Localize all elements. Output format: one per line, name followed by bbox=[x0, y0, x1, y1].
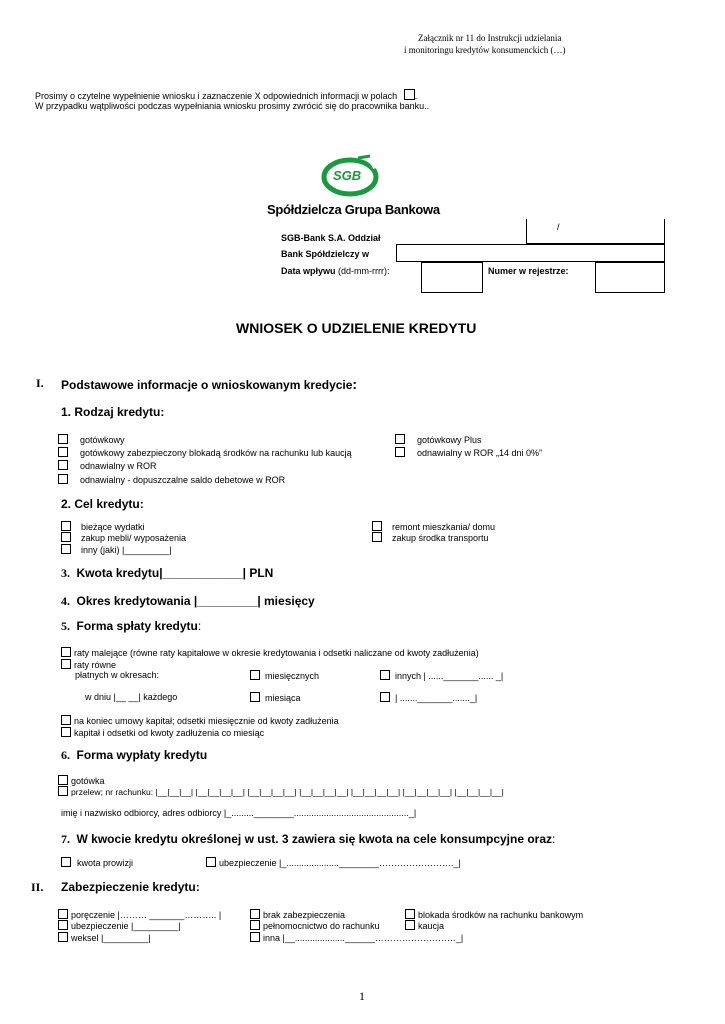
q1-left-0-label: gotówkowy bbox=[80, 435, 125, 445]
s2-col3-0-label: blokada środków na rachunku bankowym bbox=[418, 910, 584, 920]
checkbox-icon[interactable] bbox=[58, 932, 68, 942]
branch-slash: / bbox=[557, 222, 560, 232]
date-label-format: (dd-mm-rrrr): bbox=[335, 266, 390, 276]
q5-other2[interactable] bbox=[380, 692, 477, 703]
q5-title-colon: : bbox=[197, 619, 202, 633]
q2-left-2[interactable] bbox=[61, 544, 172, 555]
s2-col3-1[interactable] bbox=[405, 920, 444, 931]
s2-col1-1[interactable] bbox=[58, 920, 181, 931]
date-label bbox=[281, 266, 390, 276]
register-field[interactable] bbox=[595, 262, 665, 293]
checkbox-icon[interactable] bbox=[58, 447, 68, 457]
q7-title bbox=[61, 832, 555, 847]
checkbox-icon[interactable] bbox=[61, 857, 71, 867]
q5-opt2[interactable] bbox=[61, 659, 116, 670]
s2-col2-1[interactable] bbox=[250, 920, 380, 931]
checkbox-icon[interactable] bbox=[58, 474, 68, 484]
q4-num: 4. bbox=[61, 594, 70, 608]
checkbox-icon[interactable] bbox=[58, 909, 68, 919]
section1-title-text: Podstawowe informacje o wnioskowanym kredycie bbox=[61, 378, 353, 392]
q5-month-label: miesiąca bbox=[265, 693, 301, 703]
q5-other[interactable] bbox=[380, 670, 503, 681]
q1-left-3[interactable] bbox=[58, 474, 285, 485]
q1-left-2-label: odnawialny w ROR bbox=[80, 461, 157, 471]
intro-line1 bbox=[35, 89, 417, 101]
register-label: Numer w rejestrze: bbox=[488, 266, 569, 276]
s2-col1-2-label: weksel |_________| bbox=[71, 933, 151, 943]
s2-col1-2[interactable] bbox=[58, 932, 151, 943]
section2-num: II. bbox=[31, 880, 44, 894]
checkbox-icon[interactable] bbox=[61, 544, 71, 554]
checkbox-icon[interactable] bbox=[58, 434, 68, 444]
q5-num: 5. bbox=[61, 619, 70, 633]
q5-periods-label: płatnych w okresach: bbox=[75, 670, 160, 680]
checkbox-icon[interactable] bbox=[61, 532, 71, 542]
q7-title-colon: : bbox=[552, 832, 556, 846]
checkbox-icon[interactable] bbox=[58, 775, 68, 785]
q2-left-2-label: inny (jaki) |_________| bbox=[81, 545, 172, 555]
q2-left-1-label: zakup mebli/ wyposażenia bbox=[81, 533, 187, 543]
s2-col2-1-label: pełnomocnictwo do rachunku bbox=[263, 921, 380, 931]
checkbox-icon[interactable] bbox=[395, 447, 405, 457]
s2-col1-1-label: ubezpieczenie |_________| bbox=[71, 921, 181, 931]
checkbox-icon[interactable] bbox=[61, 715, 71, 725]
q4-label[interactable]: Okres kredytowania |_________| miesięcy bbox=[76, 594, 315, 608]
section1-title bbox=[61, 376, 357, 392]
attachment-note-line2: i monitoringu kredytów konsumenckich (…) bbox=[404, 45, 566, 55]
checkbox-icon[interactable] bbox=[61, 659, 71, 669]
q6-cash-label: gotówka bbox=[71, 776, 105, 786]
q2-right-1-label: zakup środka transportu bbox=[392, 533, 489, 543]
q7-title-text: W kwocie kredytu określonej w ust. 3 zawiera się kwota na cele konsumpcyjne oraz bbox=[76, 832, 553, 846]
q5-title-text: Forma spłaty kredytu bbox=[76, 619, 198, 633]
q5-monthly[interactable] bbox=[250, 670, 319, 681]
s2-col3-1-label: kaucja bbox=[418, 921, 445, 931]
checkbox-icon[interactable] bbox=[61, 727, 71, 737]
s2-col1-0-label: poręczenie |……… _______……….. | bbox=[71, 910, 222, 920]
q5-opt1-label: raty malejące (równe raty kapitałowe w okresie kredytowania i odsetki naliczane od kwoty zadłużenia) bbox=[74, 648, 479, 658]
q6-title-text: Forma wypłaty kredytu bbox=[76, 748, 208, 762]
q5-opt2-label: raty równe bbox=[74, 660, 117, 670]
q1-left-2[interactable] bbox=[58, 460, 157, 471]
coop-bank-field[interactable] bbox=[396, 244, 665, 262]
q7-fee-label: kwota prowizji bbox=[77, 858, 134, 868]
q5-other2-label: | ......._______......._| bbox=[395, 693, 478, 703]
checkbox-icon[interactable] bbox=[58, 920, 68, 930]
checkbox-icon[interactable] bbox=[372, 521, 382, 531]
sgb-logo-text: SGB bbox=[333, 168, 362, 183]
q1-left-1[interactable] bbox=[58, 447, 352, 458]
q4[interactable] bbox=[61, 594, 315, 609]
s2-col1-0[interactable] bbox=[58, 909, 221, 920]
checkbox-icon[interactable] bbox=[250, 920, 260, 930]
q5-monthly-label: miesięcznych bbox=[265, 671, 320, 681]
section2-title: Zabezpieczenie kredytu: bbox=[61, 880, 200, 894]
page-number: 1 bbox=[359, 989, 365, 1003]
checkbox-icon[interactable] bbox=[380, 670, 390, 680]
q6-transfer-label: przelew; nr rachunku: |__|__|__| |__|__|__|__| |__|__|__|__| |__|__|__|__| |__|__|__|__| |__|__|__|__| |__|__|__|__| bbox=[71, 787, 504, 797]
q7-insurance-label: ubezpieczenie |_.....................________……………………._| bbox=[219, 858, 461, 868]
s2-col2-2-label: inna |__....................______………………………_| bbox=[263, 933, 464, 943]
section1-title-colon: : bbox=[352, 376, 358, 392]
checkbox-icon[interactable] bbox=[61, 521, 71, 531]
s2-col2-0[interactable] bbox=[250, 909, 345, 920]
q7-insurance[interactable] bbox=[206, 857, 461, 868]
q7-num: 7. bbox=[61, 832, 70, 846]
coop-bank-label: Bank Spółdzielczy w bbox=[281, 249, 370, 259]
checkbox-icon[interactable] bbox=[250, 932, 260, 942]
q1-title: 1. Rodzaj kredytu: bbox=[61, 405, 165, 419]
checkbox-icon[interactable] bbox=[206, 857, 216, 867]
checkbox-icon[interactable] bbox=[250, 670, 260, 680]
q5-month[interactable] bbox=[250, 692, 301, 703]
q5-title bbox=[61, 619, 201, 634]
q1-right-0[interactable] bbox=[395, 434, 482, 445]
q2-left-0-label: bieżące wydatki bbox=[81, 522, 145, 532]
q6-transfer[interactable] bbox=[58, 786, 504, 797]
q2-right-0-label: remont mieszkania/ domu bbox=[392, 522, 496, 532]
q1-right-0-label: gotówkowy Plus bbox=[417, 435, 482, 445]
q2-title: 2. Cel kredytu: bbox=[61, 497, 144, 511]
branch-label: SGB-Bank S.A. Oddział bbox=[281, 233, 381, 243]
q5-opt3-label: na koniec umowy kapitał; odsetki miesięcznie od kwoty zadłużenia bbox=[74, 716, 339, 726]
checkbox-sample-icon bbox=[404, 89, 415, 100]
checkbox-icon[interactable] bbox=[380, 692, 390, 702]
intro-period: . bbox=[414, 91, 418, 101]
checkbox-icon[interactable] bbox=[250, 909, 260, 919]
q6-recipient[interactable]: imię i nazwisko odbiorcy, adres odbiorcy |_.........________.............................................._| bbox=[61, 808, 417, 818]
q3[interactable] bbox=[61, 566, 273, 581]
q1-right-1-label: odnawialny w ROR „14 dni 0%” bbox=[417, 448, 543, 458]
checkbox-icon[interactable] bbox=[58, 786, 68, 796]
q5-opt1[interactable] bbox=[61, 647, 479, 658]
q3-label[interactable]: Kwota kredytu|____________| PLN bbox=[76, 566, 274, 580]
q5-opt4[interactable] bbox=[61, 727, 264, 738]
s2-col2-0-label: brak zabezpieczenia bbox=[263, 910, 346, 920]
intro-line2: W przypadku wątpliwości podczas wypełniania wniosku prosimy zwrócić się do pracownika banku.. bbox=[35, 101, 430, 111]
form-title: WNIOSEK O UDZIELENIE KREDYTU bbox=[236, 320, 477, 336]
q1-left-1-label: gotówkowy zabezpieczony blokadą środków na rachunku lub kaucją bbox=[80, 448, 352, 458]
date-field[interactable] bbox=[421, 262, 483, 293]
attachment-note-line1: Załącznik nr 11 do Instrukcji udzielania bbox=[418, 33, 562, 43]
q7-fee[interactable] bbox=[61, 857, 133, 868]
q6-num: 6. bbox=[61, 748, 70, 762]
checkbox-icon[interactable] bbox=[405, 909, 415, 919]
checkbox-icon[interactable] bbox=[58, 460, 68, 470]
q5-other-label: innych | ......_______...... _| bbox=[395, 671, 504, 681]
q2-left-0[interactable] bbox=[61, 521, 145, 532]
q2-right-1[interactable] bbox=[372, 532, 489, 543]
q6-title bbox=[61, 748, 207, 763]
checkbox-icon[interactable] bbox=[405, 920, 415, 930]
q5-opt3[interactable] bbox=[61, 715, 339, 726]
date-label-bold: Data wpływu bbox=[281, 266, 336, 276]
q5-day[interactable]: w dniu |__ __| każdego bbox=[85, 692, 178, 702]
checkbox-icon[interactable] bbox=[395, 434, 405, 444]
q2-left-1[interactable] bbox=[61, 532, 186, 543]
checkbox-icon[interactable] bbox=[372, 532, 382, 542]
checkbox-icon[interactable] bbox=[61, 647, 71, 657]
q1-right-1[interactable] bbox=[395, 447, 542, 458]
s2-col3-0[interactable] bbox=[405, 909, 583, 920]
section1-num: I. bbox=[36, 376, 44, 390]
intro-text1: Prosimy o czytelne wypełnienie wniosku i zaznaczenie X odpowiednich informacji w polach bbox=[35, 91, 398, 101]
q5-opt4-label: kapitał i odsetki od kwoty zadłużenia co miesiąc bbox=[74, 728, 265, 738]
branch-number-box[interactable] bbox=[526, 219, 665, 244]
q2-right-0[interactable] bbox=[372, 521, 495, 532]
s2-col2-2[interactable] bbox=[250, 932, 463, 943]
checkbox-icon[interactable] bbox=[250, 692, 260, 702]
brand-name: Spółdzielcza Grupa Bankowa bbox=[267, 202, 440, 217]
q1-left-3-label: odnawialny - dopuszczalne saldo debetowe w ROR bbox=[80, 475, 286, 485]
q1-left-0[interactable] bbox=[58, 434, 125, 445]
q3-num: 3. bbox=[61, 566, 70, 580]
q6-cash[interactable] bbox=[58, 775, 105, 786]
